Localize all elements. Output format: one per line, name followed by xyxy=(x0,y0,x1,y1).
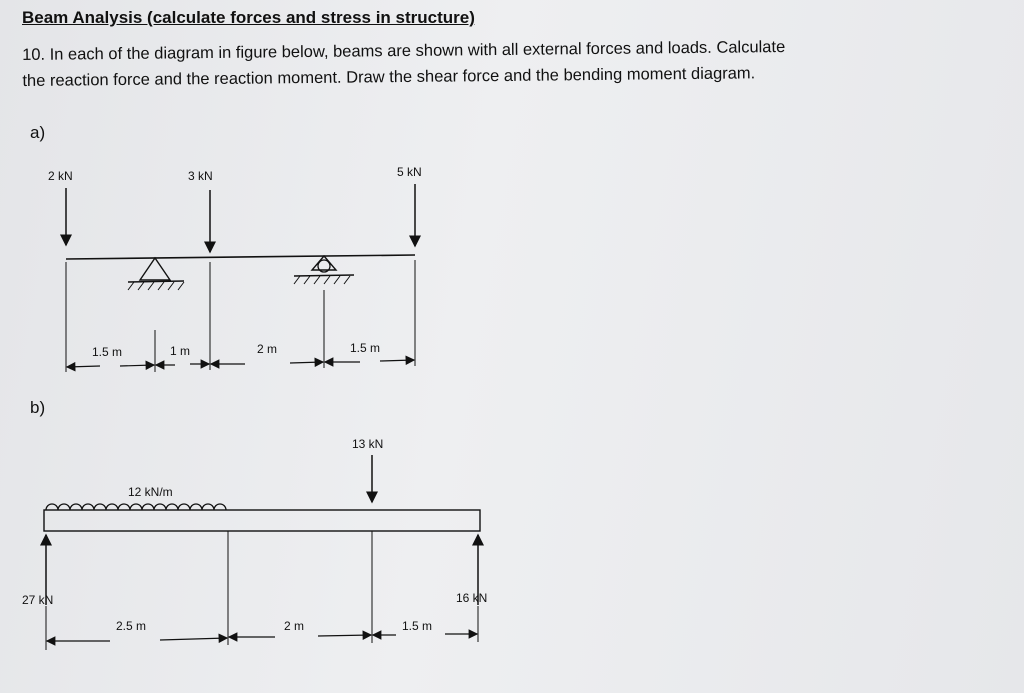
load-label-3kn: 3 kN xyxy=(188,169,213,183)
problem-line-2: the reaction force and the reaction moment. Draw the shear force and the bending moment diagram. xyxy=(22,64,756,90)
reaction-label-right: 16 kN xyxy=(456,591,488,605)
part-b-label: b) xyxy=(30,398,46,417)
dim-b-1: 2.5 m xyxy=(116,619,147,633)
distributed-load-label: 12 kN/m xyxy=(128,485,173,499)
dim-b-3: 1.5 m xyxy=(402,619,433,633)
page-title: Beam Analysis (calculate forces and stress in structure) xyxy=(22,8,475,27)
dimension-line-b xyxy=(47,634,477,641)
load-label-2kn: 2 kN xyxy=(48,169,73,183)
dim-a-4: 1.5 m xyxy=(350,341,381,355)
beam-b xyxy=(44,510,480,531)
point-load-label: 13 kN xyxy=(352,437,384,451)
dim-a-1: 1.5 m xyxy=(92,345,123,359)
part-a-label: a) xyxy=(30,123,46,142)
problem-line-1: 10. In each of the diagram in figure below, beams are shown with all external forces and loads. Calculate xyxy=(22,38,786,64)
load-label-5kn: 5 kN xyxy=(397,165,422,179)
distributed-load-coils xyxy=(46,504,226,510)
reaction-label-left: 27 kN xyxy=(22,593,54,607)
dim-b-2: 2 m xyxy=(284,619,305,633)
dim-a-2: 1 m xyxy=(170,344,191,358)
dim-a-3: 2 m xyxy=(257,342,278,356)
